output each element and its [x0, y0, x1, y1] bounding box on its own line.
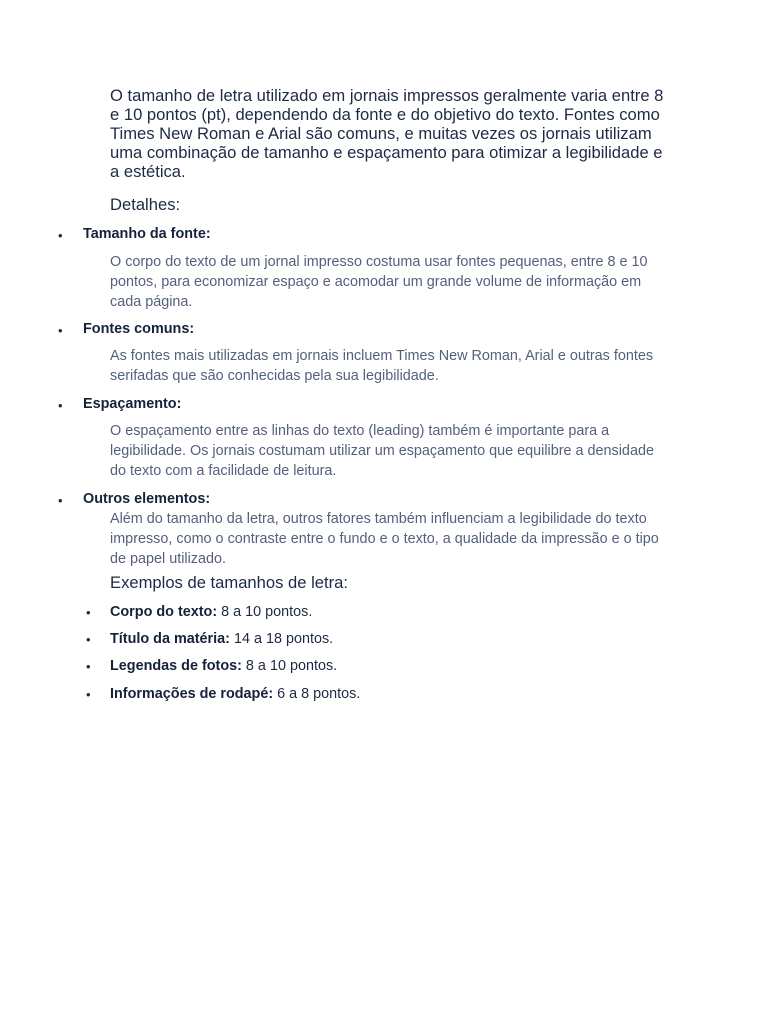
detail-title: Fontes comuns:: [83, 321, 195, 337]
example-item-photo-captions: [0, 658, 768, 676]
example-value: 14 a 18 pontos.: [229, 631, 334, 647]
bullet-icon: •: [58, 493, 63, 508]
bullet-icon: •: [58, 228, 63, 243]
example-item-body-text: [0, 604, 768, 622]
intro-paragraph: O tamanho de letra utilizado em jornais impressos geralmente varia entre 8 e 10 pontos (pt), dependendo da fonte e do objetivo do texto. Fontes como Times New Roman e Arial são comuns, e muitas vezes os jornais utilizam uma combinação de tamanho e espaçamento para otimizar a legibilidade e a estética.: [110, 86, 664, 181]
example-item-footer-info: [0, 686, 768, 704]
example-text: [110, 604, 312, 621]
example-label: Título da matéria:: [110, 631, 230, 647]
example-label: Corpo do texto:: [110, 604, 218, 620]
details-heading: Detalhes:: [110, 195, 181, 214]
example-value: 6 a 8 pontos.: [273, 686, 361, 702]
bullet-icon: •: [86, 659, 91, 674]
example-value: 8 a 10 pontos.: [217, 604, 313, 620]
bullet-icon: •: [58, 323, 63, 338]
detail-body: O corpo do texto de um jornal impresso costuma usar fontes pequenas, entre 8 e 10 pontos, para economizar espaço e acomodar um grande volume de informação em cada página.: [110, 254, 648, 310]
bullet-icon: •: [58, 398, 63, 413]
example-label: Informações de rodapé:: [110, 686, 274, 702]
bullet-icon: •: [86, 605, 91, 620]
detail-body: O espaçamento entre as linhas do texto (leading) também é importante para a legibilidade. Os jornais costumam utilizar um espaçamento que equilibre a densidade do texto com a facilidade de leitura.: [110, 423, 654, 479]
bullet-icon: •: [86, 632, 91, 647]
detail-title: Outros elementos:: [83, 491, 211, 507]
example-value: 8 a 10 pontos.: [241, 658, 338, 674]
detail-body: As fontes mais utilizadas em jornais incluem Times New Roman, Arial e outras fontes serifadas que são conhecidas pela sua legibilidade.: [110, 348, 654, 384]
example-text: [110, 658, 337, 675]
detail-title: Tamanho da fonte:: [83, 226, 211, 242]
example-text: [110, 631, 333, 648]
detail-title: Espaçamento:: [83, 396, 182, 412]
examples-heading: Exemplos de tamanhos de letra:: [110, 573, 348, 592]
detail-body: Além do tamanho da letra, outros fatores também influenciam a legibilidade do texto impresso, como o contraste entre o fundo e o texto, a qualidade da impressão e o tipo de papel utilizado.: [110, 511, 659, 567]
example-label: Legendas de fotos:: [110, 658, 242, 674]
example-text: [110, 686, 360, 703]
example-item-headline: [0, 631, 768, 649]
bullet-icon: •: [86, 687, 91, 702]
